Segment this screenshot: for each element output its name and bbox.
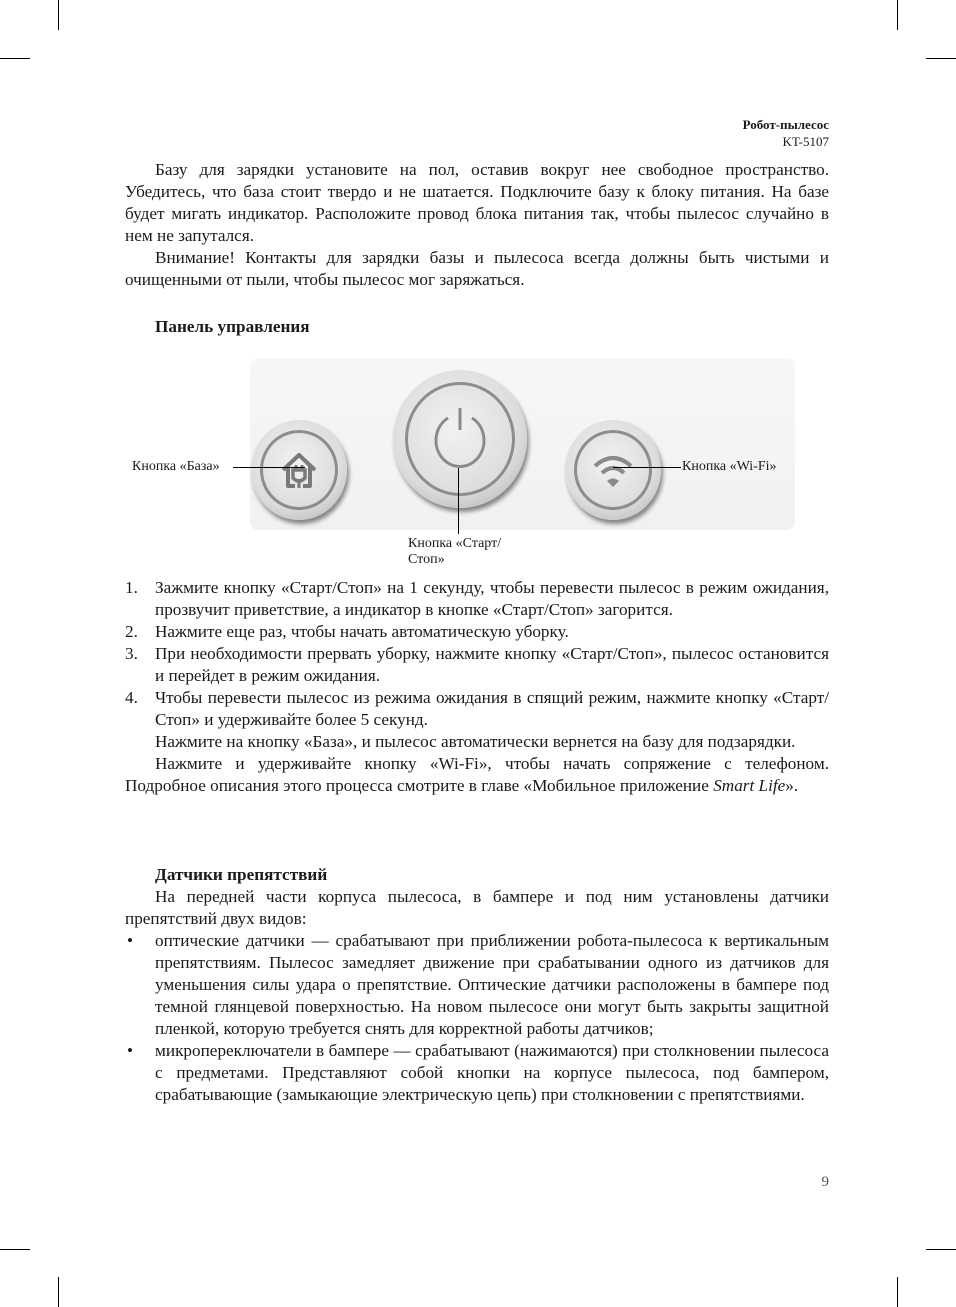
wifi-button-label: Кнопка «Wi-Fi» xyxy=(682,459,777,474)
list-item: • микропереключатели в бампере — срабатывают (нажимаются) при столкновении пылесоса с предметами. Представляют собой кнопки на корпусе пылесоса, под бампером, срабатывающие (замыкающие электрическую цепь) при столкновении с препятствиями. xyxy=(127,1041,829,1104)
paragraph: Внимание! Контакты для зарядки базы и пылесоса всегда должны быть чистыми и очищенными от пыли, чтобы пылесос мог заряжаться. xyxy=(125,248,829,289)
house-plug-icon xyxy=(277,448,321,492)
crop-mark xyxy=(0,58,30,59)
section-heading: Панель управления xyxy=(155,317,310,336)
callout-line xyxy=(233,467,305,468)
sensor-types-list xyxy=(125,930,829,1106)
crop-mark xyxy=(897,0,898,30)
section-control-panel xyxy=(125,316,829,338)
section-heading: Датчики препятствий xyxy=(155,865,328,884)
header-model: KT-5107 xyxy=(782,134,829,149)
control-panel-instructions xyxy=(125,577,829,797)
list-item: 2. Нажмите еще раз, чтобы начать автоматическую уборку. xyxy=(125,622,569,641)
paragraph: Нажмите на кнопку «База», и пылесос автоматически вернется на базу для подзарядки. xyxy=(155,732,796,751)
callout-line xyxy=(458,468,459,534)
page-number: 9 xyxy=(821,1174,829,1190)
steps-list xyxy=(125,577,829,731)
section-sensors xyxy=(125,864,829,1106)
wifi-icon xyxy=(591,450,635,490)
crop-mark xyxy=(58,0,59,30)
paragraph: На передней части корпуса пылесоса, в бампере и под ним установлены датчики препятствий двух видов: xyxy=(125,887,829,928)
start-stop-button-label: Кнопка «Старт/ Стоп» xyxy=(408,536,502,567)
base-button-label: Кнопка «База» xyxy=(132,459,220,474)
base-button-image xyxy=(251,420,347,520)
paragraph: Базу для зарядки установите на пол, оставив вокруг нее свободное пространство. Убедитесь, что база стоит твердо и не шатается. Подключите базу к блоку питания. На базе будет мигать индикатор. Расположите провод блока питания так, чтобы пылесос случайно в нем не запутался. xyxy=(125,160,829,245)
paragraph: Нажмите и удерживайте кнопку «Wi-Fi», чтобы начать сопряжение с телефоном. Подробное описания этого процесса смотрите в главе «Мобильное приложение Smart Life». xyxy=(125,754,829,795)
crop-mark xyxy=(58,1277,59,1307)
list-item: 4. Чтобы перевести пылесос из режима ожидания в спящий режим, нажмите кнопку «Старт/Стоп» и удерживайте более 5 секунд. xyxy=(125,688,829,729)
crop-mark xyxy=(926,58,956,59)
list-item: 3. При необходимости прервать уборку, нажмите кнопку «Старт/Стоп», пылесос остановится и перейдет в режим ожидания. xyxy=(125,644,829,685)
list-item: 1. Зажмите кнопку «Старт/Стоп» на 1 секунду, чтобы перевести пылесос в режим ожидания, прозвучит приветствие, а индикатор в кнопке «Старт/Стоп» загорится. xyxy=(125,578,829,619)
crop-mark xyxy=(926,1249,956,1250)
wifi-button-image xyxy=(565,420,661,520)
callout-line xyxy=(613,467,681,468)
crop-mark xyxy=(897,1277,898,1307)
crop-mark xyxy=(0,1249,30,1250)
intro-section xyxy=(125,159,829,291)
header-title: Робот-пылесос xyxy=(742,117,829,132)
running-header xyxy=(743,116,829,150)
list-item: • оптические датчики — срабатывают при приближении робота-пылесоса к вертикальным препятствиям. Пылесос замедляет движение при срабатывании одного из датчиков для уменьшения силы удара о препятствие. Оптические датчики расположены в бампере под темной глянцевой поверхностью. На новом пылесосе они могут быть закрыты защитной пленкой, которую требуется снять для корректной работы датчиков; xyxy=(127,931,829,1038)
power-icon xyxy=(430,404,490,470)
start-stop-button-image xyxy=(393,370,527,508)
control-panel-figure xyxy=(125,358,829,573)
